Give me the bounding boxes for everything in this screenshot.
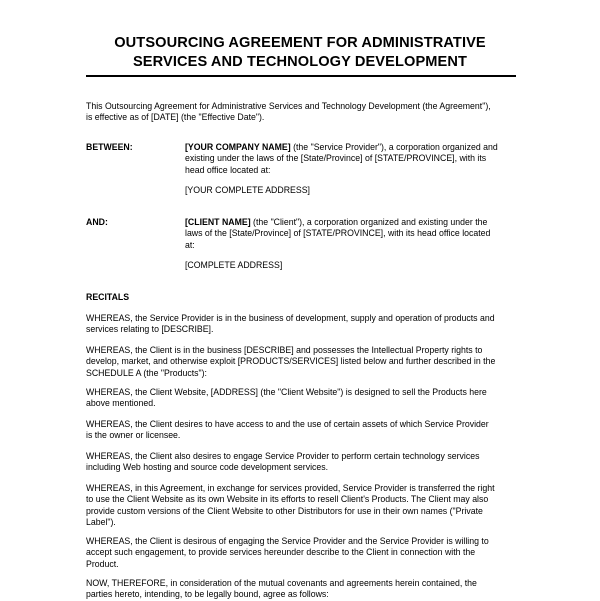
recital-paragraph <box>86 419 489 442</box>
recital-line: to use the Client Website as its own Website in its efforts to resell Client's Products. The Client may also <box>86 494 489 505</box>
between-line-2: existing under the laws of the [State/Province] of [STATE/PROVINCE], with its <box>185 153 487 164</box>
between-line-1-rest: (the "Service Provider"), a corporation organized and <box>290 142 498 152</box>
client-name: [CLIENT NAME] <box>185 217 251 227</box>
recital-line: WHEREAS, the Service Provider is in the business of development, supply and operation of products and <box>86 313 495 323</box>
document-title <box>40 34 560 72</box>
recital-line: WHEREAS, the Client is desirous of engaging the Service Provider and the Service Provider is willing to <box>86 536 489 546</box>
between-label: BETWEEN: <box>86 142 133 152</box>
recital-paragraph <box>86 536 489 570</box>
recital-line: WHEREAS, the Client desires to have access to and the use of certain assets of which Service Provider <box>86 419 489 429</box>
recital-line: above mentioned. <box>86 398 156 409</box>
recital-paragraph <box>86 483 495 529</box>
recital-line: SCHEDULE A (the "Products"): <box>86 367 207 378</box>
recital-line: WHEREAS, the Client also desires to engage Service Provider to perform certain technology services <box>86 451 480 461</box>
recital-paragraph <box>86 345 495 379</box>
recital-line: provide custom versions of the Client Website to other Distributors for use in their own names ("Private <box>86 505 483 516</box>
client-address: [COMPLETE ADDRESS] <box>185 260 283 270</box>
recital-line: including Web hosting and source code development services. <box>86 462 329 473</box>
intro-line: This Outsourcing Agreement for Administrative Services and Technology Development (the Agreement"), <box>86 101 491 111</box>
service-provider-address: [YOUR COMPLETE ADDRESS] <box>185 185 310 195</box>
between-party-block <box>185 142 498 176</box>
intro-paragraph <box>86 101 491 124</box>
service-provider-name: [YOUR COMPANY NAME] <box>185 142 291 152</box>
title-line-2: SERVICES AND TECHNOLOGY DEVELOPMENT <box>132 54 468 70</box>
and-line-1 <box>185 217 490 228</box>
recital-line: parties hereto, intending, to be legally bound, agree as follows: <box>86 589 329 600</box>
between-line-1 <box>185 142 498 153</box>
recital-line: WHEREAS, the Client is in the business [DESCRIBE] and possesses the Intellectual Property rights to <box>86 345 483 355</box>
client-party-block <box>185 217 490 251</box>
title-divider <box>86 75 516 77</box>
recital-line: Label"). <box>86 517 116 528</box>
recital-line: develop, market, and otherwise exploit [PRODUCTS/SERVICES] listed below and further described in the <box>86 356 496 367</box>
recital-paragraph <box>86 451 479 474</box>
recital-line: Product. <box>86 558 119 569</box>
intro-line: is effective as of [DATE] (the "Effective Date"). <box>86 112 265 123</box>
and-line-1-rest: (the "Client"), a corporation organized and existing under the <box>250 217 488 227</box>
and-line-2: laws of the [State/Province] of [STATE/PROVINCE], with its head office located <box>185 228 491 239</box>
recital-paragraph <box>86 578 477 601</box>
recital-line: WHEREAS, the Client Website, [ADDRESS] (the "Client Website") is designed to sell the Products here <box>86 387 487 397</box>
recital-paragraph <box>86 313 495 336</box>
recital-line: accept such engagement, to provide services hereunder describe to the Client in connection with the <box>86 547 476 558</box>
recital-line: WHEREAS, in this Agreement, in exchange for services provided, Service Provider is transferred the right <box>86 483 495 493</box>
title-line-1: OUTSOURCING AGREEMENT FOR ADMINISTRATIVE <box>114 35 486 51</box>
and-line-3: at: <box>185 239 195 250</box>
between-line-3: head office located at: <box>185 164 271 175</box>
recital-paragraph <box>86 387 487 410</box>
recital-line: services relating to [DESCRIBE]. <box>86 324 214 335</box>
recital-line: is the owner or licensee. <box>86 430 181 441</box>
recitals-heading: RECITALS <box>86 292 130 302</box>
and-label: AND: <box>86 217 108 227</box>
recital-line: NOW, THEREFORE, in consideration of the mutual covenants and agreements herein contained, the <box>86 578 477 588</box>
